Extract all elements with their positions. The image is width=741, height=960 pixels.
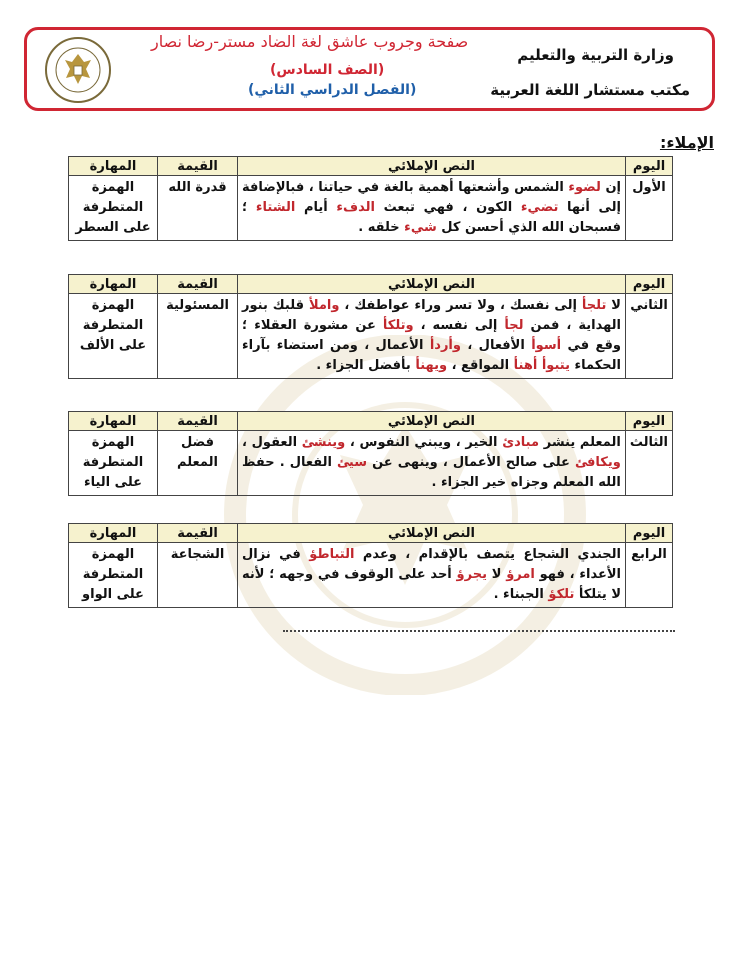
text-segment: الأعمال ، ومن استضاء بآراء الحكماء [242,338,621,373]
lesson-table-4 [68,523,673,608]
highlighted-word: سيئ [337,455,368,470]
col-skill: المهارة [69,412,158,431]
text-segment: قلبك بنور الهداية ، فمن [242,298,622,333]
table-header-row [69,157,673,176]
highlighted-word: الشتاء [255,200,296,215]
highlighted-word: تضيء [520,200,559,215]
dotted-divider [283,630,675,632]
highlighted-word: يجرؤ [456,567,487,582]
highlighted-word: وتلكأ [382,318,414,333]
skill-cell: الهمزة المتطرفة على الألف [69,294,158,379]
value-cell: قدرة الله [158,176,238,241]
day-cell: الثالث [625,431,672,496]
col-value: القيمة [158,275,238,294]
highlighted-word: مبادئ [502,435,540,450]
highlighted-word: لجأ [504,318,524,333]
highlighted-word: تلجأ [581,298,607,313]
text-segment: أحد على الوقوف في وجهه ؛ لأنه لا يتلكأ [242,567,621,602]
highlighted-word: امرؤ [506,567,535,582]
col-value: القيمة [158,157,238,176]
ministry-name: وزارة التربية والتعليم [517,46,674,64]
dictation-text [238,294,626,379]
skill-cell: الهمزة المتطرفة على السطر [69,176,158,241]
highlighted-word: أهنأ [513,358,538,373]
table-row [69,543,673,608]
text-segment: العقول ، [242,435,302,450]
text-segment: إلى نفسه ، [413,318,505,333]
skill-cell: الهمزة المتطرفة على الياء [69,431,158,496]
text-segment: الكون ، فهي تبعث [374,200,521,215]
col-value: القيمة [158,412,238,431]
lesson-table-2 [68,274,673,379]
lesson-table-3 [68,411,673,496]
highlighted-word: الدفء [336,200,375,215]
col-text: النص الإملائي [238,412,626,431]
text-segment: الجبناء . [493,587,549,602]
day-cell: الرابع [626,543,673,608]
text-segment: الشمس وأشعتها أهمية بالغة في حياتنا ، فبالإضافة إلى أنها [242,180,622,215]
text-segment: الفعال . حفظ الله المعلم وجزاه خير الجزاء . [242,455,621,490]
text-segment: الجندي الشجاع يتصف بالإقدام ، وعدم [354,547,621,562]
col-day: اليوم [626,157,673,176]
text-segment: أيام [295,200,337,215]
highlighted-word: شيء [404,220,437,235]
text-segment: الخير ، ويبني النفوس ، [345,435,503,450]
skill-cell: الهمزة المتطرفة على الواو [69,543,158,608]
table-row [69,294,673,379]
table-header-row [69,524,673,543]
text-segment: بأفضل الجزاء . [316,358,416,373]
text-segment: عن مشورة العقلاء ؛ وقع في [242,318,621,353]
table-row [69,176,673,241]
text-segment: الأفعال ، [460,338,532,353]
text-segment: ؛ فسبحان الله الذي أحسن كل [242,200,621,235]
text-segment: إلى نفسك ، ولا تسر وراء عواطفك ، [339,298,582,313]
col-skill: المهارة [69,524,158,543]
value-cell: فضل المعلم [158,431,238,496]
text-segment: المعلم ينشر [539,435,621,450]
day-cell: الثاني [626,294,673,379]
col-text: النص الإملائي [238,157,626,176]
text-segment: إن [600,180,622,195]
col-skill: المهارة [69,275,158,294]
table-header-row [69,275,673,294]
highlighted-word: ويهنأ [415,358,448,373]
table-header-row [69,412,673,431]
highlighted-word: التباطؤ [309,547,355,562]
header-box [24,27,715,111]
ministry-logo-icon [44,36,112,104]
day-cell: الأول [626,176,673,241]
page-credit: صفحة وجروب عاشق لغة الضاد مستر-رضا نصار [151,32,469,51]
col-value: القيمة [158,524,238,543]
col-skill: المهارة [69,157,158,176]
col-day: اليوم [625,412,672,431]
highlighted-word: ويكافئ [574,455,621,470]
highlighted-word: تلكؤ [548,587,575,602]
text-segment: خلقه . [358,220,405,235]
text-segment: في نزال الأعداء ، فهو [242,547,622,582]
highlighted-word: وينشئ [301,435,346,450]
col-text: النص الإملائي [238,524,626,543]
value-cell: الشجاعة [158,543,238,608]
dictation-text [238,543,626,608]
highlighted-word: وأردأ [429,338,461,353]
value-cell: المسئولية [158,294,238,379]
grade-label: (الصف السادس) [270,62,385,78]
dictation-text [238,431,626,496]
text-segment: على صالح الأعمال ، وينهى عن [367,455,575,470]
col-day: اليوم [626,275,673,294]
dictation-text [238,176,626,241]
highlighted-word: لضوء [568,180,601,195]
watermark-logo-icon [215,335,595,695]
term-label: (الفصل الدراسي الثاني) [248,82,417,98]
section-title: الإملاء: [659,133,714,152]
text-segment: لا [606,298,621,313]
lesson-table-1 [68,156,673,241]
highlighted-word: أسوأ [531,338,562,353]
table-row [69,431,673,496]
text-segment: المواقع ، [447,358,514,373]
text-segment: لا [486,567,507,582]
highlighted-word: واملأ [308,298,340,313]
office-name: مكتب مستشار اللغة العربية [490,81,690,99]
col-text: النص الإملائي [238,275,626,294]
highlighted-word: يتبوأ [541,358,570,373]
col-day: اليوم [626,524,673,543]
